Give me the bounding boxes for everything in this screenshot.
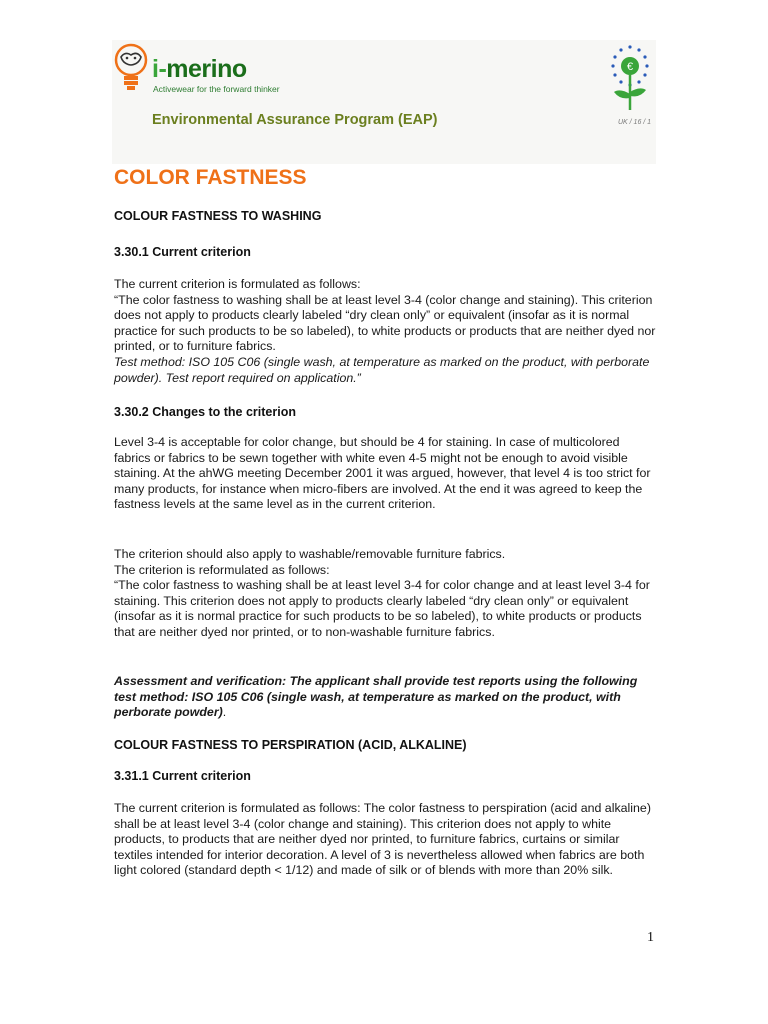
ecolabel-code: UK / 16 / 1	[618, 119, 652, 126]
subsection-heading-3-30-1: 3.30.1 Current criterion	[114, 245, 251, 259]
brand-tagline: Activewear for the forward thinker	[153, 84, 280, 94]
subsection-heading-3-31-1: 3.31.1 Current criterion	[114, 769, 251, 783]
paragraph: The current criterion is formulated as follows: “The color fastness to washing shall be at least level 3-4 (color change and staining). This criterion does not apply to products clearly labeled “dry clean only” or equivalent (insofar as it is normal practice for such products to be so labeled), to white products or products that are neither dyed nor printed, or to furniture fabrics. Test method: ISO 105 C06 (single wash, at temperature as marked on the product, with perborate powder). Test report required on application.”	[114, 277, 656, 385]
brand-name: i-merino	[152, 55, 247, 83]
svg-text:€: €	[626, 61, 634, 73]
subsection-heading-3-30-2: 3.30.2 Changes to the criterion	[114, 405, 296, 419]
section-heading-perspiration: COLOUR FASTNESS TO PERSPIRATION (ACID, ALKALINE)	[114, 738, 467, 752]
page-number: 1	[647, 930, 654, 945]
paragraph: The criterion should also apply to washable/removable furniture fabrics. The criterion is reformulated as follows: “The color fastness to washing shall be at least level 3-4 for color change and at least level 3-4 for staining. This criterion does not apply to products clearly labeled “dry clean only” or equivalent (insofar as it is normal practice for such products to be so labeled), to white products or products that are neither dyed nor printed, or to non-washable furniture fabrics.	[114, 547, 650, 639]
assessment-verification: Assessment and verification: The applicant shall provide test reports using the following test method: ISO 105 C06 (single wash, at temperature as marked on the product, with perborate powder).	[114, 674, 638, 720]
paragraph: Level 3-4 is acceptable for color change, but should be 4 for staining. In case of multicolored fabrics or fabrics to be sewn together with white even 4-5 might not be enough to avoid visible staining. At the ahWG meeting December 2001 it was argued, however, that level 4 is too strict for many products, for instance when micro-fibers are involved. At the end it was agreed to keep the fastness levels at the same level as in the current criterion.	[114, 435, 651, 512]
page-title: COLOR FASTNESS	[114, 166, 307, 189]
paragraph: The current criterion is formulated as follows: The color fastness to perspiration (acid and alkaline) shall be at least level 3-4 (color change and staining). This criterion does not apply to white products, to products that are neither dyed nor printed, to furniture fabrics, curtains or similar textiles intended for interior decoration. A level of 3 is nevertheless allowed when fabrics are both light colored (standard depth < 1/12) and made of silk or of blends with more than 20% silk.	[114, 801, 651, 878]
eu-ecolabel-flower-icon	[604, 44, 656, 116]
section-heading-washing: COLOUR FASTNESS TO WASHING	[114, 209, 322, 223]
lightbulb-sheep-logo-icon	[112, 43, 150, 93]
program-title: Environmental Assurance Program (EAP)	[152, 112, 438, 128]
